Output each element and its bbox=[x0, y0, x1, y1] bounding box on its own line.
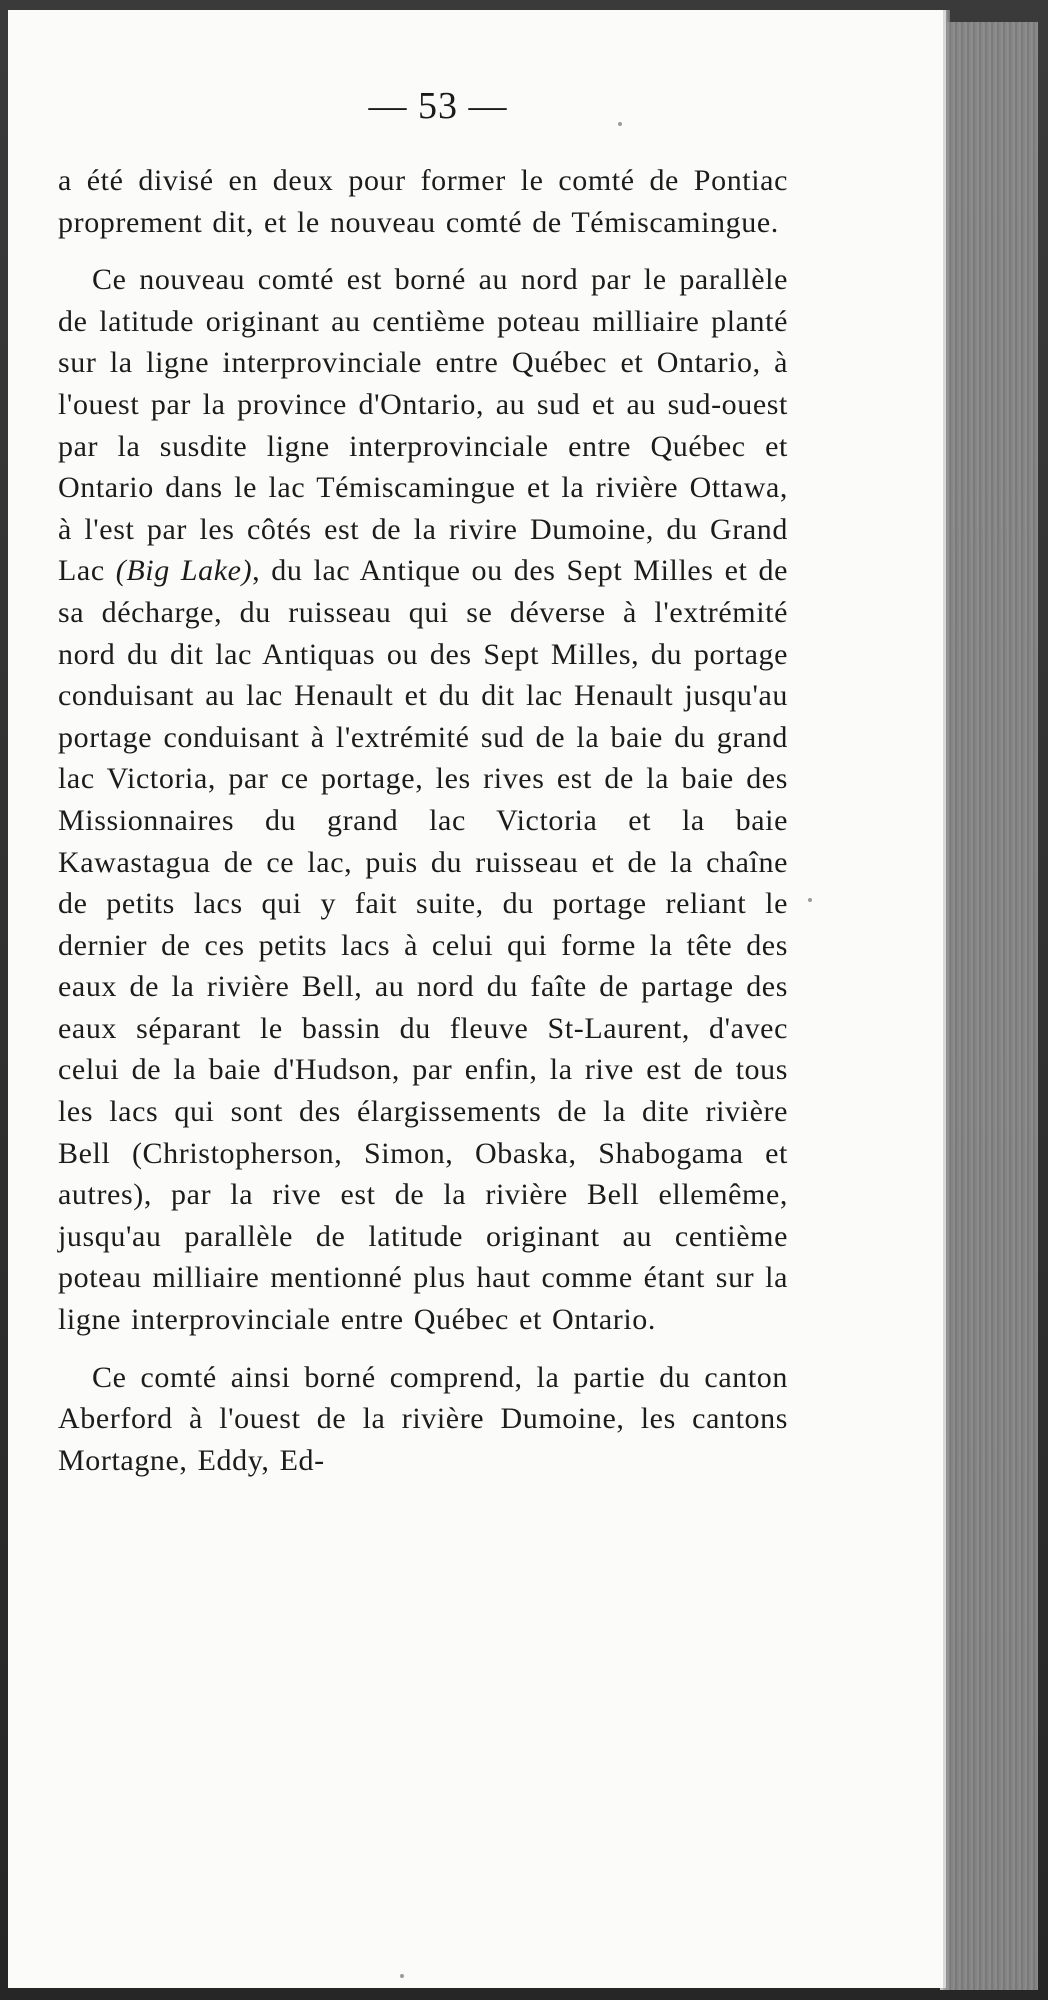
body-text bbox=[58, 160, 788, 1481]
book-page-edges bbox=[946, 22, 1038, 1990]
paragraph-1: a été divisé en deux pour former le comté de Pontiac proprement dit, et le nouveau comté de Témiscamingue. bbox=[58, 164, 788, 239]
speck-mark bbox=[808, 898, 812, 902]
paragraph-3: Ce comté ainsi borné comprend, la partie du canton Aberford à l'ouest de la rivière Dumoine, les cantons Mortagne, Eddy, Ed- bbox=[58, 1360, 788, 1477]
paragraph-2-part-2: , du lac Antique ou des Sept Milles et de sa décharge, du ruisseau qui se déverse à l'extrémité nord du dit lac Antiquas ou des Sept Milles, du portage conduisant au lac Henault et du dit lac Henault jusqu'au portage conduisant à l'extrémité sud de la baie du grand lac Victoria, par ce portage, les rives est de la baie des Missionnaires du grand lac Victoria et la baie Kawastagua de ce lac, puis du ruisseau et de la chaîne de petits lacs qui y fait suite, du portage reliant le dernier de ces petits lacs à celui qui forme la tête des eaux de la rivière Bell, au nord du faîte de partage des eaux séparant le bassin du fleuve St-Laurent, d'avec celui de la baie d'Hudson, par enfin, la rive est de tous les lacs qui sont des élargissements de la dite rivière Bell (Christopherson, Simon, Obaska, Shabogama et autres), par la rive est de la rivière Bell ellemême, jusqu'au parallèle de latitude originant au centième poteau milliaire mentionné plus haut comme étant sur la ligne interprovinciale entre Québec et Ontario. bbox=[58, 554, 788, 1337]
speck-mark bbox=[400, 1974, 404, 1978]
speck-mark bbox=[618, 122, 622, 126]
paragraph-2-italic: (Big Lake) bbox=[115, 554, 253, 588]
page-number: — 53 — bbox=[368, 85, 508, 127]
paragraph-2 bbox=[58, 259, 788, 1340]
book-page bbox=[8, 10, 946, 1988]
paragraph-2-part-1: Ce nouveau comté est borné au nord par le parallèle de latitude originant au centième poteau milliaire planté sur la ligne interprovinciale entre Québec et Ontario, à l'ouest par la province d'Ontario, au sud et au sud-ouest par la susdite ligne interprovinciale entre Québec et Ontario dans le lac Témiscamingue et la rivière Ottawa, à l'est par les côtés est de la rivire Dumoine, du Grand Lac bbox=[58, 263, 788, 588]
